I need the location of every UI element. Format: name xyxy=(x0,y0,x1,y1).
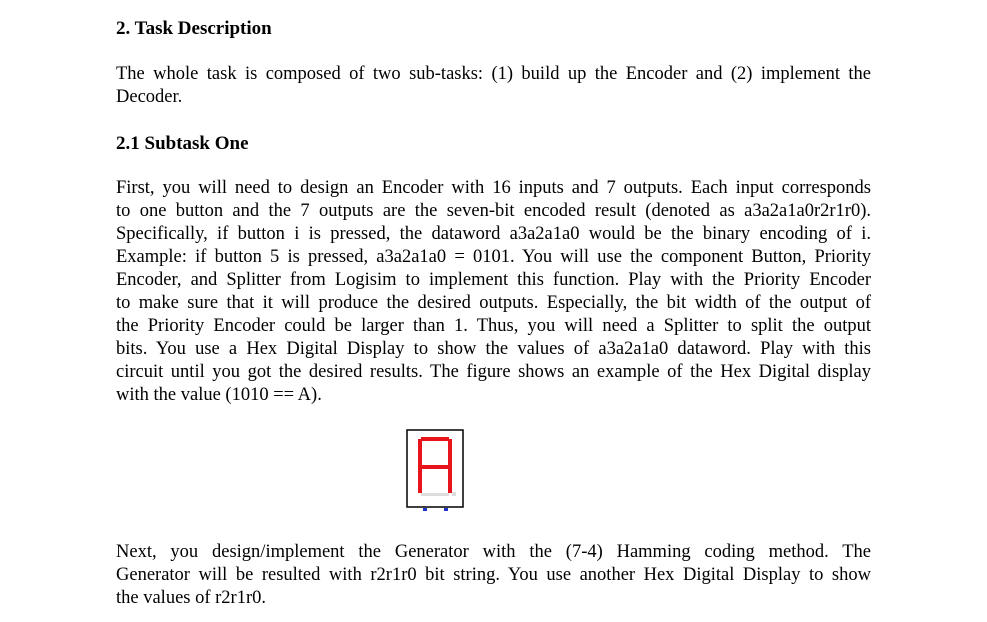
paragraph-line: the Priority Encoder could be larger than 1. Thus, you will need a Splitter to split the output xyxy=(116,316,871,336)
paragraph-line: The whole task is composed of two sub-tasks: (1) build up the Encoder and (2) implement the xyxy=(116,64,871,84)
paragraph-line: Encoder, and Splitter from Logisim to implement this function. Play with the Priority Encoder xyxy=(116,270,871,290)
paragraph-line: Decoder. xyxy=(116,87,183,107)
input-pin xyxy=(444,508,448,511)
segment-a xyxy=(421,437,449,441)
paragraph-line: to make sure that it will produce the desired outputs. Especially, the bit width of the output of xyxy=(116,293,871,313)
segment-f xyxy=(418,439,422,467)
segment-e xyxy=(418,467,422,493)
paragraph-line: circuit until you got the desired results. The figure shows an example of the Hex Digital display xyxy=(116,362,871,382)
paragraph-line: to one button and the 7 outputs are the seven-bit encoded result (denoted as a3a2a1a0r2r1r0). xyxy=(116,201,871,221)
paragraph-line: First, you will need to design an Encoder with 16 inputs and 7 outputs. Each input corresponds xyxy=(116,178,871,198)
segment-d-unlit xyxy=(421,493,449,496)
subtask-paragraph xyxy=(116,177,871,407)
paragraph-line: Next, you design/implement the Generator with the (7-4) Hamming coding method. The xyxy=(116,542,871,562)
paragraph-line: Example: if button 5 is pressed, a3a2a1a0 = 0101. You will use the component Button, Priority xyxy=(116,247,871,267)
segment-g xyxy=(421,465,449,469)
paragraph-line: with the value (1010 == A). xyxy=(116,385,322,405)
input-pin xyxy=(423,508,427,511)
section-heading: 2. Task Description xyxy=(116,18,272,39)
paragraph-line: bits. You use a Hex Digital Display to show the values of a3a2a1a0 dataword. Play with this xyxy=(116,339,871,359)
next-paragraph xyxy=(116,541,871,610)
intro-paragraph xyxy=(116,63,871,109)
subsection-heading: 2.1 Subtask One xyxy=(116,133,249,154)
hex-digit-display-figure xyxy=(406,429,464,512)
paragraph-line: Generator will be resulted with r2r1r0 bit string. You use another Hex Digital Display to show xyxy=(116,565,871,585)
paragraph-line: Specifically, if button i is pressed, the dataword a3a2a1a0 would be the binary encoding of i. xyxy=(116,224,871,244)
segment-b xyxy=(448,439,452,467)
paragraph-line: the values of r2r1r0. xyxy=(116,588,267,608)
decimal-point-unlit xyxy=(452,492,456,496)
segment-c xyxy=(448,467,452,493)
